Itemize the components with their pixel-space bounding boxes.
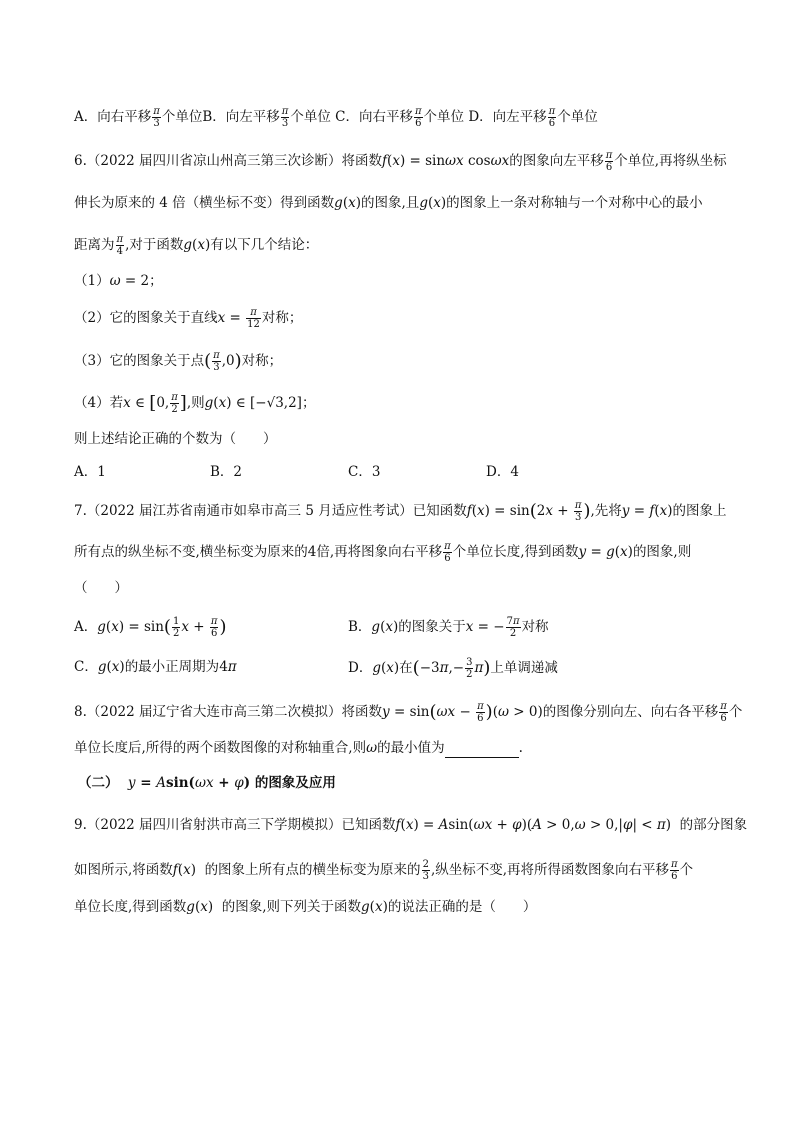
q6-conclusion-2: （2）它的图象关于直线x = $\frac{\pi}{12}$ 对称； xyxy=(74,307,303,330)
q9-stem-line-3: 单位长度,得到函数g(x) 的图象,则下列关于函数g(x)的说法正确的是（ ） xyxy=(74,899,537,915)
q6-option-b: B．2 xyxy=(210,464,243,480)
q6-stem-line-3: 距离为 $\frac{\pi}{4}$ ,对于函数g(x)有以下几个结论： xyxy=(74,234,319,257)
q8-stem-line-2: 单位长度后,所得的两个函数图像的对称轴重合,则ω的最小值为 . xyxy=(74,740,523,756)
q8-stem-line-1: 8.（2022 届辽宁省大连市高三第二次模拟）将函数y = sin(ωx − $\frac{\pi}{6}$ )(ω > 0)的图像分别向左、向右各平移 $\frac{\pi}{6}$ 个 xyxy=(74,701,743,724)
q6-option-c: C．3 xyxy=(348,464,381,480)
q5-option-c: C．向右平移 xyxy=(335,109,413,125)
q5-option-b: B．向左平移 xyxy=(202,109,280,125)
q6-conclusion-4: （4）若x ∈ [0, $\frac{\pi}{2}$ ],则g(x) ∈ [−√3,2]； xyxy=(74,392,316,415)
q6-option-d: D．4 xyxy=(486,464,519,480)
q7-answer-blank: （ ） xyxy=(74,580,128,596)
q5-options-row: A．向右平移 $\frac{\pi}{3}$ 个单位B．向左平移 $\frac{\pi}{3}$ 个单位 C．向右平移 $\frac{\pi}{6}$ 个单位 D．向左平移 $\frac{\pi}{6}$ 个单位 xyxy=(74,106,598,129)
q7-option-c: C．g(x)的最小正周期为4π xyxy=(74,659,237,675)
answer-blank[interactable] xyxy=(445,743,519,758)
fraction-pi-3: $\frac{\pi}{3}$ xyxy=(153,106,160,129)
q6-stem-line-2: 伸长为原来的 4 倍（横坐标不变）得到函数g(x)的图象,且g(x)的图象上一条对称轴与一个对称中心的最小 xyxy=(74,195,703,211)
q7-stem-line-2: 所有点的纵坐标不变,横坐标变为原来的4倍,再将图象向右平移 $\frac{\pi}{6}$ 个单位长度,得到函数y = g(x)的图象,则 xyxy=(74,541,692,564)
q6-stem-line-1: 6.（2022 届四川省凉山州高三第三次诊断）将函数f(x) = sinωx cosωx的图象向左平移 $\frac{\pi}{6}$ 个单位,再将纵坐标 xyxy=(74,150,727,173)
q7-option-b: B．g(x)的图象关于x = − $\frac{7\pi}{2}$ 对称 xyxy=(348,616,549,639)
q7-option-d: D．g(x)在(−3π,− $\frac{3}{2}$ π)上单调递减 xyxy=(348,657,558,680)
q7-option-a: A．g(x) = sin( $\frac{1}{2}$ x + $\frac{\pi}{6}$ ) xyxy=(74,616,227,639)
q6-question: 则上述结论正确的个数为（ ） xyxy=(74,431,277,447)
q7-stem-line-1: 7.（2022 届江苏省南通市如皋市高三 5 月适应性考试）已知函数f(x) = sin(2x + $\frac{\pi}{3}$ ),先将y = f(x)的图象上 xyxy=(74,500,727,523)
q6-conclusion-1: （1）ω = 2； xyxy=(74,273,163,289)
q5-option-a: A．向右平移 xyxy=(74,109,152,125)
q9-stem-line-2: 如图所示,将函数f(x) 的图象上所有点的横坐标变为原来的 $\frac{2}{3}$ ,纵坐标不变,再将所得函数图象向右平移 $\frac{\pi}{6}$ 个 xyxy=(74,859,694,882)
q9-stem-line-1: 9.（2022 届四川省射洪市高三下学期模拟）已知函数f(x) = Asin(ωx + φ)(A > 0,ω > 0,|φ| < π) 的部分图象 xyxy=(74,817,748,833)
q6-conclusion-3: （3）它的图象关于点( $\frac{\pi}{3}$ ,0)对称； xyxy=(74,350,283,373)
q6-option-a: A．1 xyxy=(74,464,106,480)
section-heading: （二） y = Asin(ωx + φ) 的图象及应用 xyxy=(78,775,336,791)
q5-option-d: D．向左平移 xyxy=(468,109,547,125)
